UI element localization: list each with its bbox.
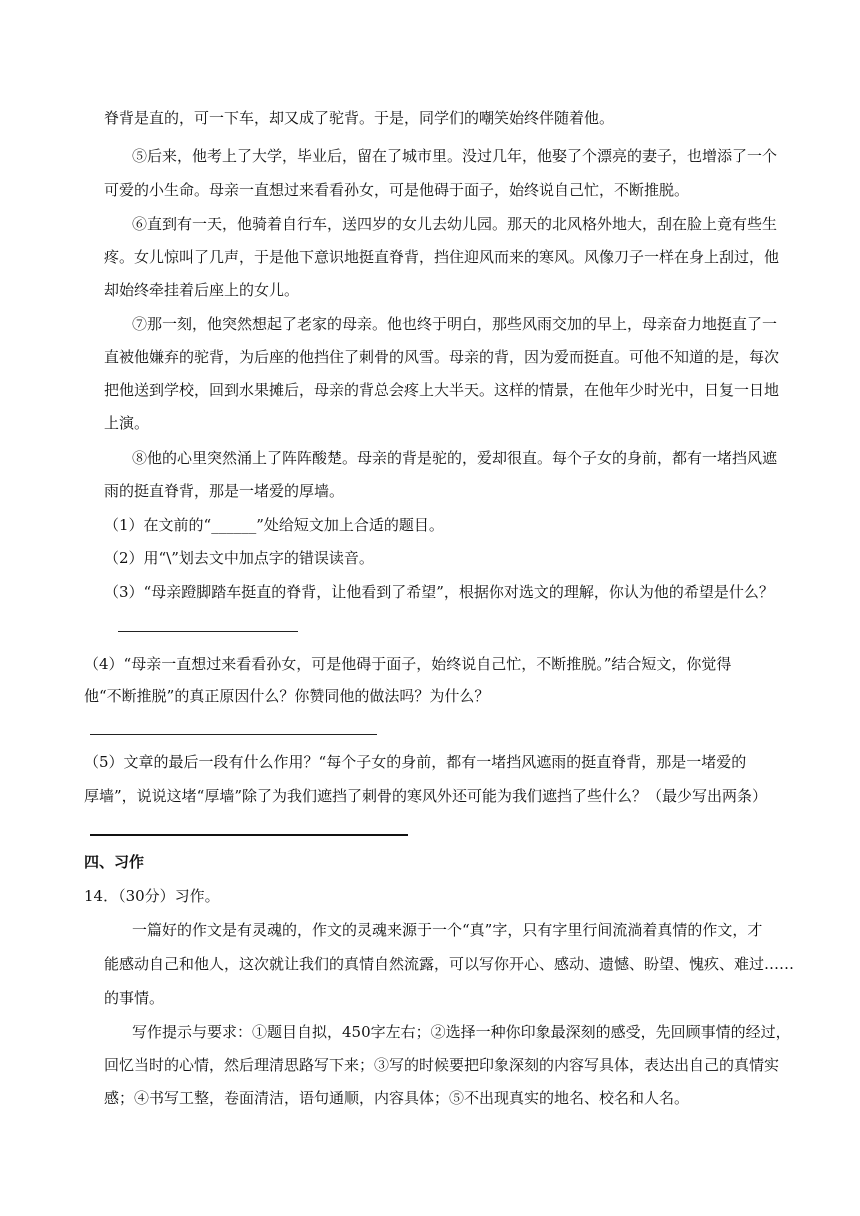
question-3: （3）“母亲蹬脚踏车挺直的脊背，让他看到了希望”，根据你对选文的理解，你认为他的希望是什么？ [104, 583, 774, 601]
question-5-line1: （5）文章的最后一段有什么作用？“每个子女的身前，都有一堵挡风遮雨的挺直脊背，那是一堵爱的 [84, 753, 747, 771]
passage-p5-line1: ⑤后来，他考上了大学，毕业后，留在了城市里。没过几年，他娶了个漂亮的妻子，也增添了一个 [132, 147, 778, 165]
passage-p7-line1: ⑦那一刻，他突然想起了老家的母亲。他也终于明白，那些风雨交加的早上，母亲奋力地挺直了一 [132, 315, 778, 333]
answer-line-q4[interactable] [90, 734, 377, 735]
passage-p8-line2: 雨的挺直脊背，那是一堵爱的厚墙。 [104, 482, 345, 500]
passage-p6-line2: 疼。女儿惊叫了几声，于是他下意识地挺直脊背，挡住迎风而来的寒风。风像刀子一样在身上刮过，他 [104, 248, 780, 266]
question-14: 14．（30分）习作。 [84, 887, 220, 905]
passage-p7-line3: 把他送到学校，回到水果摊后，母亲的背总会疼上大半天。这样的情景，在他年少时光中，日复一日地 [104, 381, 780, 399]
essay-intro-line1: 一篇好的作文是有灵魂的，作文的灵魂来源于一个“真”字，只有字里行间流淌着真情的作文，才 [132, 921, 763, 939]
passage-p8-line1: ⑧他的心里突然涌上了阵阵酸楚。母亲的背是驼的，爱却很直。每个子女的身前，都有一堵挡风遮 [132, 449, 778, 467]
essay-intro-line3: 的事情。 [104, 989, 165, 1007]
passage-p6-line1: ⑥直到有一天，他骑着自行车，送四岁的女儿去幼儿园。那天的北风格外地大，刮在脸上竟有些生 [132, 215, 778, 233]
passage-p6-line3: 却始终牵挂着后座上的女儿。 [104, 281, 300, 299]
answer-line-q3[interactable] [118, 631, 298, 632]
essay-requirements-line2: 回忆当时的心情，然后理清思路写下来；③写的时候要把印象深刻的内容写具体，表达出自己的真情实 [104, 1056, 780, 1074]
question-4-line2: 他“不断推脱”的真正原因什么？你赞同他的做法吗？为什么？ [84, 687, 490, 705]
essay-intro-line2: 能感动自己和他人，这次就让我们的真情自然流露，可以写你开心、感动、遗憾、盼望、愧疚、难过…… [104, 955, 795, 973]
essay-requirements-line3: 感；④书写工整，卷面清洁，语句通顺，内容具体；⑤不出现真实的地名、校名和人名。 [104, 1089, 690, 1107]
passage-p7-line4: 上演。 [104, 414, 150, 432]
question-5-line2: 厚墙”，说说这堵“厚墙”除了为我们遮挡了刺骨的寒风外还可能为我们遮挡了些什么？（最少写出两条） [84, 787, 768, 805]
question-2: （2）用“\”划去文中加点字的错误读音。 [104, 549, 374, 567]
section-heading: 四、习作 [84, 853, 145, 871]
question-4-line1: （4）“母亲一直想过来看看孙女，可是他碍于面子，始终说自己忙，不断推脱。”结合短文，你觉得 [84, 655, 732, 673]
essay-requirements-line1: 写作提示与要求：①题目自拟，450字左右；②选择一种你印象最深刻的感受，先回顾事情的经过， [132, 1023, 791, 1041]
passage-p5-line2: 可爱的小生命。母亲一直想过来看看孙女，可是他碍于面子，始终说自己忙，不断推脱。 [104, 181, 690, 199]
question-1: （1）在文前的“______”处给短文加上合适的题目。 [104, 516, 444, 534]
passage-p4-continuation: 脊背是直的，可一下车，却又成了驼背。于是，同学们的嘲笑始终伴随着他。 [104, 109, 615, 127]
passage-p7-line2: 直被他嫌弃的驼背，为后座的他挡住了刺骨的风雪。母亲的背，因为爱而挺直。可他不知道的是，每次 [104, 348, 780, 366]
answer-line-q5[interactable] [90, 834, 408, 836]
